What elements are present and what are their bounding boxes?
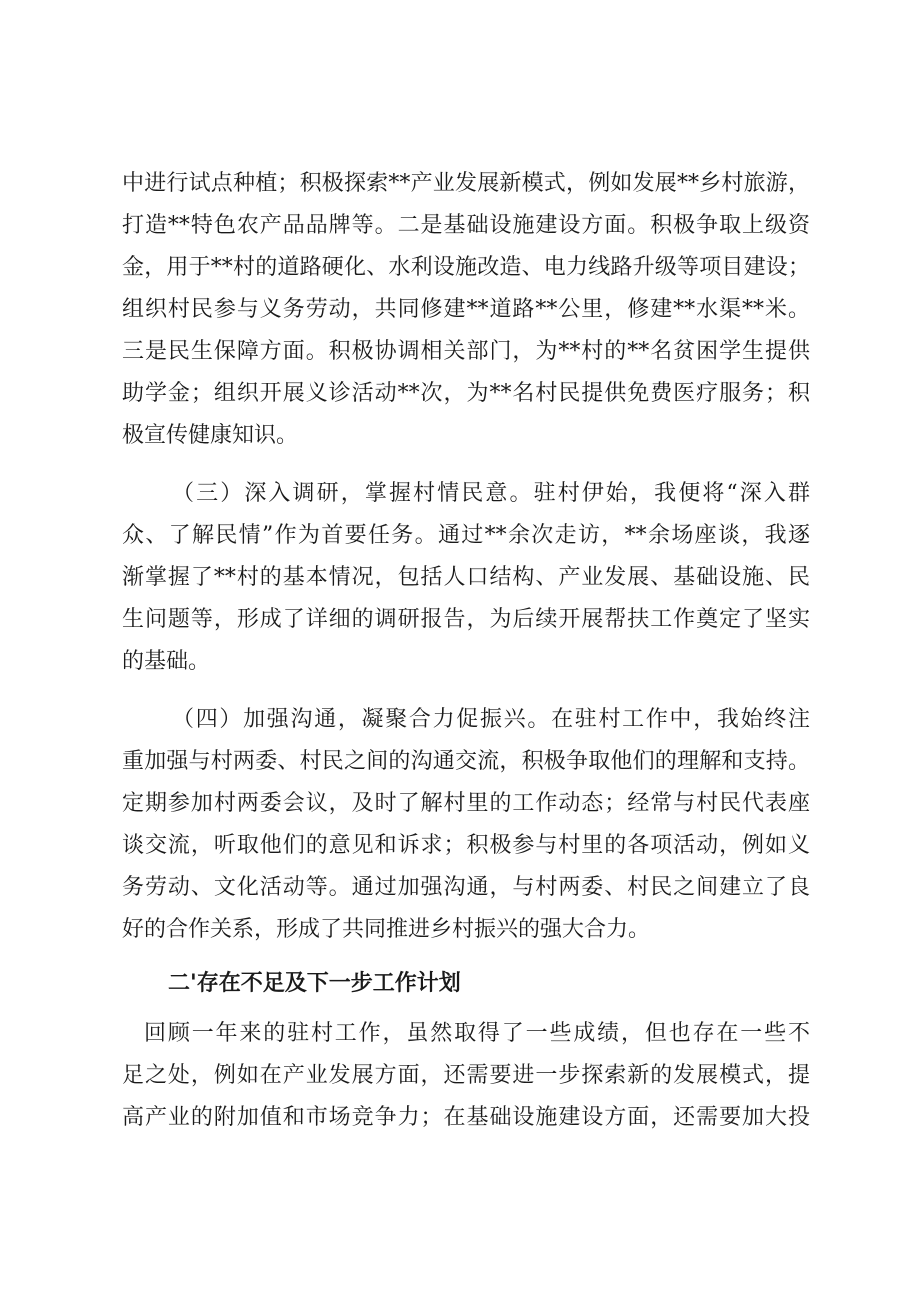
paragraph-1-line: 组织村民参与义务劳动，共同修建**道路**公里，修建**水渠**米。 <box>122 297 810 322</box>
paragraph-1-line: 中进行试点种植；积极探索**产业发展新模式，例如发展**乡村旅游， <box>122 171 810 196</box>
paragraph-1-line: 助学金；组织开展义诊活动**次，为**名村民提供免费医疗服务；积 <box>122 381 810 406</box>
paragraph-4-line: 回顾一年来的驻村工作，虽然取得了一些成绩，但也存在一些不 <box>144 1021 810 1046</box>
section-heading: 二'存在不足及下一步工作计划 <box>168 971 461 996</box>
paragraph-4-line: 足之处，例如在产业发展方面，还需要进一步探索新的发展模式，提 <box>122 1063 810 1088</box>
paragraph-2-line: 的基础。 <box>122 649 211 674</box>
paragraph-2-line: （三）深入调研，掌握村情民意。驻村伊始，我便将“深入群 <box>172 481 810 506</box>
paragraph-3-line: （四）加强沟通，凝聚合力促振兴。在驻村工作中，我始终注 <box>172 707 810 732</box>
paragraph-1-line: 打造**特色农产品品牌等。二是基础设施建设方面。积极争取上级资 <box>122 213 810 238</box>
paragraph-1-line: 极宣传健康知识。 <box>122 423 299 448</box>
paragraph-2-line: 渐掌握了**村的基本情况，包括人口结构、产业发展、基础设施、民 <box>122 565 810 590</box>
paragraph-1-line: 金，用于**村的道路硬化、水利设施改造、电力线路升级等项目建设； <box>122 255 810 280</box>
paragraph-2-line: 生问题等，形成了详细的调研报告，为后续开展帮扶工作奠定了坚实 <box>122 607 810 632</box>
paragraph-3-line: 重加强与村两委、村民之间的沟通交流，积极争取他们的理解和支持。 <box>122 749 810 774</box>
paragraph-3-line: 务劳动、文化活动等。通过加强沟通，与村两委、村民之间建立了良 <box>122 875 810 900</box>
paragraph-1-line: 三是民生保障方面。积极协调相关部门，为**村的**名贫困学生提供 <box>122 339 810 364</box>
paragraph-3-line: 定期参加村两委会议，及时了解村里的工作动态；经常与村民代表座 <box>122 791 810 816</box>
paragraph-2-line: 众、了解民情”作为首要任务。通过**余次走访，**余场座谈，我逐 <box>122 523 810 548</box>
paragraph-4-line: 高产业的附加值和市场竞争力；在基础设施建设方面，还需要加大投 <box>122 1105 810 1130</box>
paragraph-3-line: 谈交流，听取他们的意见和诉求；积极参与村里的各项活动，例如义 <box>122 833 810 858</box>
paragraph-3-line: 好的合作关系，形成了共同推进乡村振兴的强大合力。 <box>122 917 651 942</box>
